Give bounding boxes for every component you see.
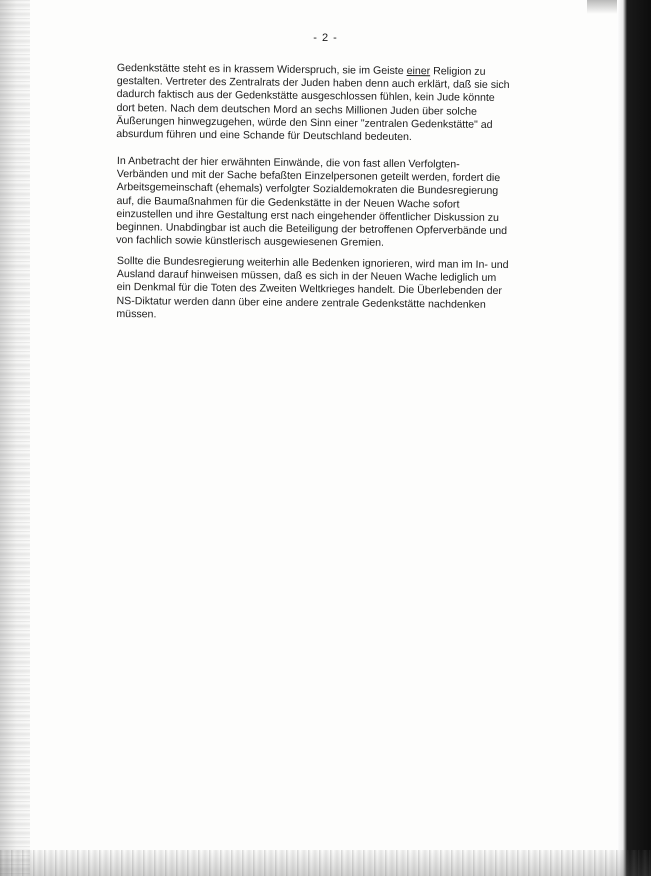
paragraph-line: Arbeitsgemeinschaft (ehemals) verfolgter Sozialdemokraten die Bundesregierung bbox=[116, 181, 499, 198]
paragraph-line: NS-Diktatur werden dann über eine andere zentrale Gedenkstätte nachdenken bbox=[116, 294, 486, 311]
paragraph-line: Ausland darauf hinweisen müssen, daß es sich in der Neuen Wache lediglich um bbox=[116, 268, 497, 285]
paragraph-line: Gedenkstätte steht es in krassem Widerspruch, sie im Geiste einer Religion zu bbox=[116, 62, 486, 78]
paragraph-line: ein Denkmal für die Toten des Zweiten Weltkrieges handelt. Die Überlebenden der bbox=[116, 281, 503, 298]
paragraph-line: auf, die Baumaßnahmen für die Gedenkstätte in der Neuen Wache sofort bbox=[116, 194, 460, 211]
scan-edge-bottom bbox=[0, 850, 651, 876]
scan-edge-left bbox=[0, 0, 30, 876]
paragraph-line: müssen. bbox=[116, 307, 157, 321]
paragraph-line: gestalten. Vertreter des Zentralrats der Juden haben denn auch erklärt, daß sie sich bbox=[116, 75, 510, 92]
paragraph-line: einzustellen und ihre Gestaltung erst nach eingehender öffentlicher Diskussion zu bbox=[116, 207, 500, 224]
scan-edge-right bbox=[617, 0, 651, 876]
paragraph-line: dadurch faktisch aus der Gedenkstätte ausgeschlossen fühlen, kein Jude könnte bbox=[116, 88, 495, 105]
paragraph-line: dort beten. Nach dem deutschen Mord an sechs Millionen Juden über solche bbox=[116, 101, 477, 118]
paragraph-2 bbox=[116, 155, 535, 252]
paragraph-line: von fachlich sowie künstlerisch ausgewiesenen Gremien. bbox=[116, 234, 385, 250]
paragraph-line: Sollte die Bundesregierung weiterhin alle Bedenken ignorieren, wird man im In- und bbox=[116, 255, 509, 272]
paragraph-line: absurdum führen und eine Schande für Deutschland bedeuten. bbox=[116, 128, 412, 144]
paragraph-1 bbox=[116, 62, 535, 146]
scan-edge-right-top bbox=[587, 0, 617, 14]
page-number: - 2 - bbox=[313, 32, 338, 44]
paragraph-line: Äußerungen hinwegzugehen, würde den Sinn einer "zentralen Gedenkstätte" ad bbox=[116, 114, 493, 131]
paragraph-line: In Anbetracht der hier erwähnten Einwände, die von fast allen Verfolgten- bbox=[116, 155, 460, 171]
paragraph-line: beginnen. Unabdingbar ist auch die Beteiligung der betroffenen Opferverbände und bbox=[116, 221, 508, 238]
underlined-word: einer bbox=[406, 65, 431, 78]
paragraph-line: Verbänden und mit der Sache befaßten Einzelpersonen geteilt werden, fordert die bbox=[116, 168, 501, 185]
paragraph-3 bbox=[116, 255, 535, 325]
